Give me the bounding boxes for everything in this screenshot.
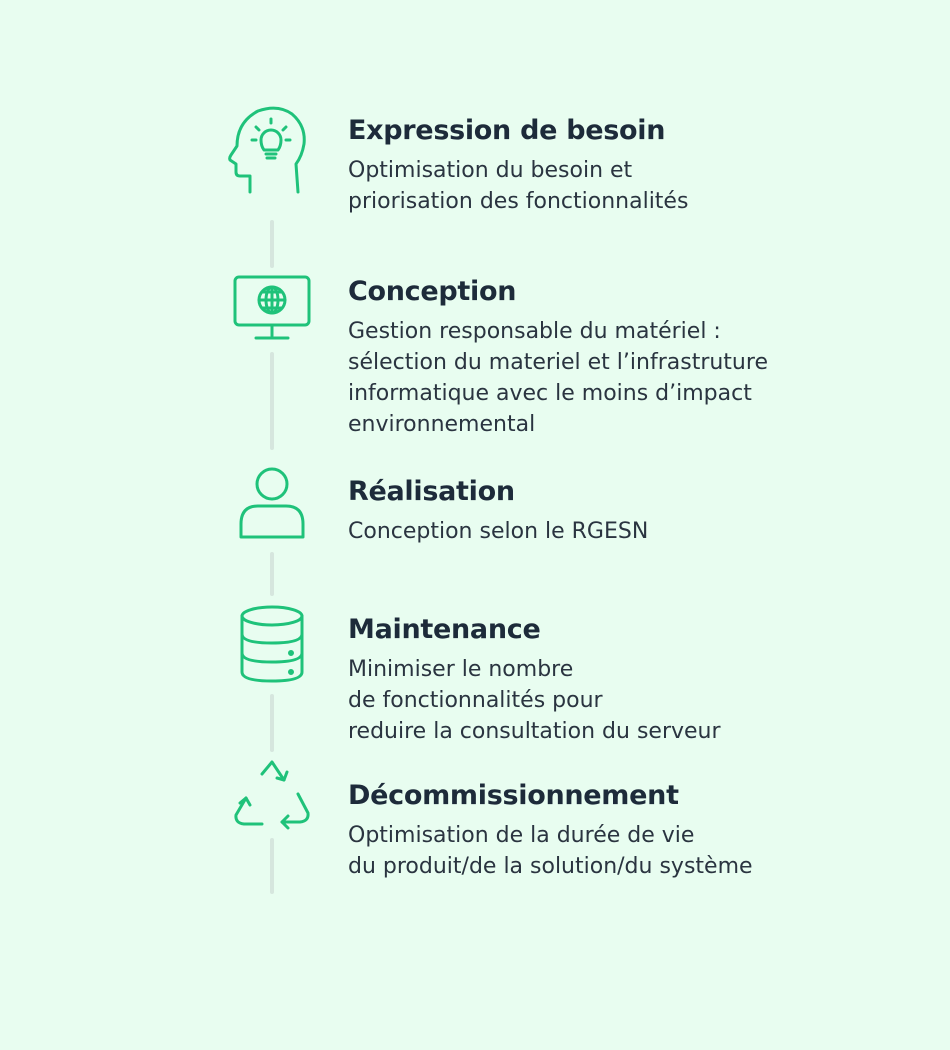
step-description [348,155,908,217]
timeline-connector [270,694,274,752]
description-line: priorisation des fonctionnalités [348,189,689,215]
step-expression-de-besoin [348,115,908,217]
description-line: Optimisation du besoin et [348,158,633,184]
description-line: sélection du materiel et l’infrastruture [348,350,768,376]
timeline-connector [270,552,274,596]
step-description [348,820,908,882]
description-line: du produit/de la solution/du système [348,854,753,880]
step-title: Maintenance [348,614,541,645]
step-conception [348,276,908,440]
timeline-connector [270,352,274,450]
description-line: Optimisation de la durée de vie [348,823,695,849]
monitor-globe-icon [232,274,312,342]
description-line: Conception selon le RGESN [348,519,649,545]
description-line: de fonctionnalités pour [348,688,603,714]
description-line: informatique avec le moins d’impact [348,381,752,407]
step-title: Décommissionnement [348,780,679,811]
description-line: reduire la consultation du serveur [348,719,721,745]
timeline-connector [270,220,274,268]
description-line: environnemental [348,412,536,438]
database-icon [238,604,306,684]
user-icon [238,466,306,540]
step-maintenance [348,614,908,747]
step-realisation [348,476,908,547]
step-title: Réalisation [348,476,515,507]
step-description [348,516,908,547]
timeline-connector [270,838,274,894]
step-description [348,654,908,747]
step-title: Expression de besoin [348,115,666,146]
step-description [348,316,908,440]
step-decommissionnement [348,780,908,882]
recycle-icon [232,758,312,838]
description-line: Minimiser le nombre [348,657,574,683]
description-line: Gestion responsable du matériel : [348,319,721,345]
step-title: Conception [348,276,517,307]
head-lightbulb-icon [226,102,310,196]
